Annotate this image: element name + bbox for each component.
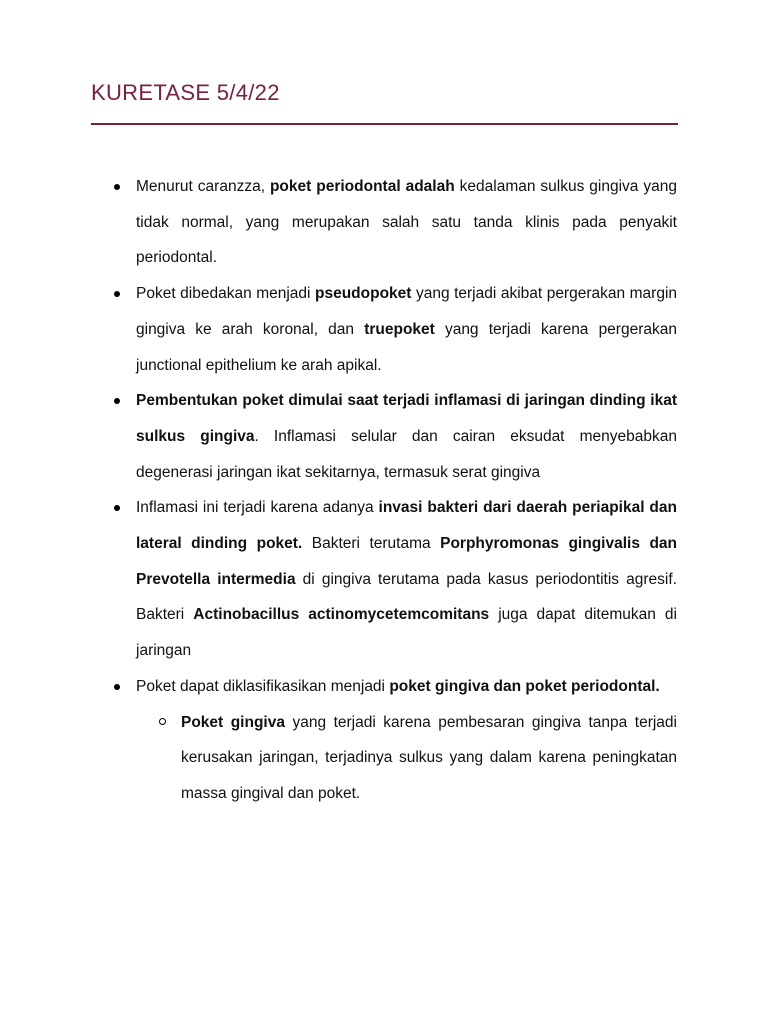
bullet-text: Menurut caranzza, poket periodontal adalah kedalaman sulkus gingiva yang tidak normal, yang merupakan salah satu tanda klinis pada penyakit periodontal. (136, 178, 677, 267)
page-title: KURETASE 5/4/22 (91, 80, 280, 105)
bullet-item (136, 669, 677, 705)
bullet-dot-icon (114, 291, 120, 297)
sub-bullet-item (181, 705, 677, 812)
bullet-text: Poket dibedakan menjadi pseudopoket yang terjadi akibat pergerakan margin gingiva ke arah koronal, dan truepoket yang terjadi karena pergerakan junctional epithelium ke arah apikal. (136, 285, 678, 374)
bullet-text: Inflamasi ini terjadi karena adanya invasi bakteri dari daerah periapikal dan lateral dinding poket. Bakteri terutama Porphyromonas gingivalis dan Prevotella intermedia di gingiva terutama pada kasus periodontitis agresif. Bakteri Actinobacillus actinomycetemcomitans juga dapat ditemukan di jaringan (136, 499, 678, 660)
bullet-list (136, 169, 677, 705)
sub-bullet-text: Poket gingiva yang terjadi karena pembesaran gingiva tanpa terjadi kerusakan jaringan, terjadinya sulkus yang dalam karena peningkatan massa gingival dan poket. (181, 713, 677, 802)
bullet-text: Pembentukan poket dimulai saat terjadi inflamasi di jaringan dinding ikat sulkus gingiva. Inflamasi selular dan cairan eksudat menyebabkan degenerasi jaringan ikat sekitarnya, termasuk serat gingiva (136, 392, 677, 481)
bullet-dot-icon (114, 684, 120, 690)
sub-bullet-list (181, 705, 677, 812)
title-divider (91, 123, 678, 125)
bullet-item (136, 490, 677, 669)
bullet-dot-icon (114, 398, 120, 404)
bullet-item (136, 276, 677, 383)
bullet-dot-icon (114, 505, 120, 511)
document-body (0, 169, 768, 812)
bullet-item (136, 169, 677, 276)
bullet-item (136, 383, 677, 490)
bullet-text: Poket dapat diklasifikasikan menjadi poket gingiva dan poket periodontal. (136, 677, 660, 695)
bullet-dot-icon (114, 184, 120, 190)
hollow-circle-icon (159, 718, 166, 725)
